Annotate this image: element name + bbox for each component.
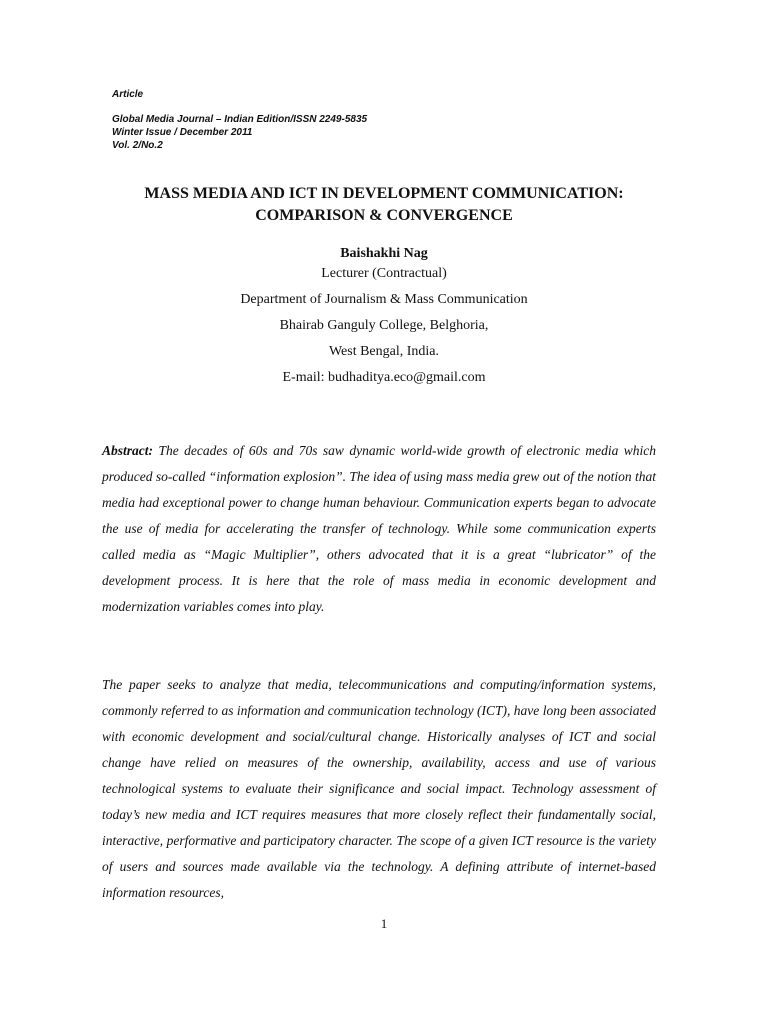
journal-name: Global Media Journal – Indian Edition/ISSN 2249-5835 [112,114,368,125]
author-location: West Bengal, India. [328,344,440,359]
title-line-2: COMPARISON & CONVERGENCE [255,207,513,224]
abstract-label: Abstract: [102,443,154,458]
author-name: Baishakhi Nag [340,246,428,261]
author-college: Bhairab Ganguly College, Belghoria, [279,318,489,333]
journal-header [112,88,367,152]
author-email: E-mail: budhaditya.eco@gmail.com [282,370,486,385]
paper-title [84,183,684,227]
article-label: Article [112,89,144,100]
journal-volume: Vol. 2/No.2 [112,140,163,151]
author-department: Department of Journalism & Mass Communication [240,292,528,307]
abstract-text-2: The paper seeks to analyze that media, telecommunications and computing/information systems, commonly referred to as information and communication technology (ICT), have long been associated with economic development and social/cultural change. Historically analyses of ICT and social change have relied on measures of the ownership, availability, access and use of various technological systems to evaluate their significance and social impact. Technology assessment of today’s new media and ICT requires measures that more closely reflect their fundamentally social, interactive, performative and participatory character. The scope of a given ICT resource is the variety of users and sources made available via the technology. A defining attribute of internet-based information resources, [102,677,656,900]
author-position: Lecturer (Contractual) [321,266,447,281]
abstract-paragraph-1 [102,438,656,620]
journal-issue: Winter Issue / December 2011 [112,127,253,138]
page-number: 1 [380,916,388,931]
abstract-paragraph-2 [102,672,656,906]
abstract-text-1: The decades of 60s and 70s saw dynamic world-wide growth of electronic media which produced so-called “information explosion”. The idea of using mass media grew out of the notion that media had exceptional power to change human behaviour. Communication experts began to advocate the use of media for accelerating the transfer of technology. While some communication experts called media as “Magic Multiplier”, others advocated that it is a great “lubricator” of the development process. It is here that the role of mass media in economic development and modernization variables comes into play. [102,443,657,614]
author-block [84,244,684,388]
title-line-1: MASS MEDIA AND ICT IN DEVELOPMENT COMMUNICATION: [144,185,624,202]
